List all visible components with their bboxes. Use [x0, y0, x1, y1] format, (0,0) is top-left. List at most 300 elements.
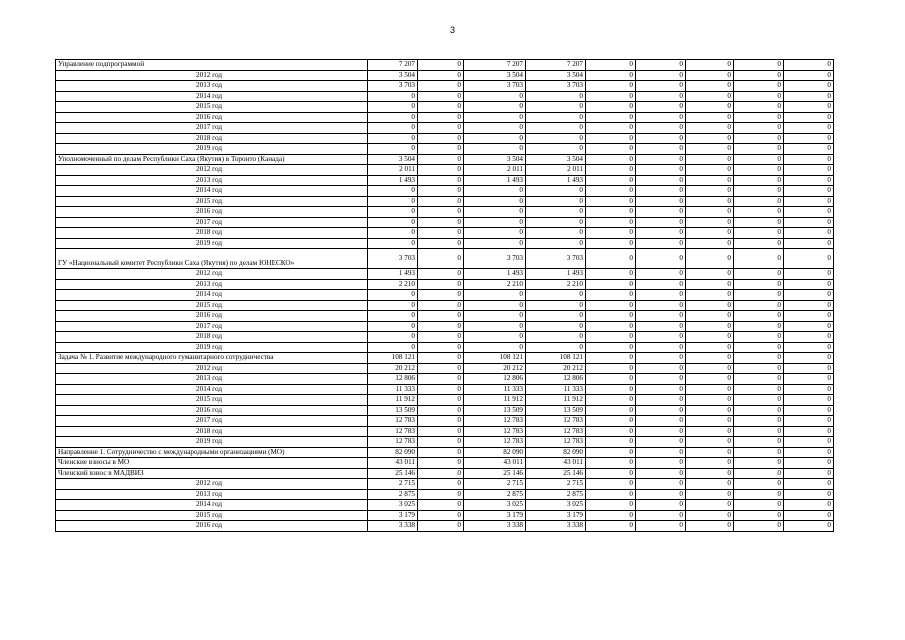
value-cell: 0 [636, 416, 686, 427]
value-cell: 0 [586, 70, 636, 81]
value-cell: 0 [418, 321, 464, 332]
value-cell: 0 [368, 123, 418, 134]
budget-table [55, 59, 834, 532]
value-cell: 0 [784, 447, 834, 458]
value-cell: 0 [734, 332, 784, 343]
value-cell: 0 [418, 196, 464, 207]
row-label: 2018 год [56, 228, 368, 239]
value-cell: 0 [784, 479, 834, 490]
row-label: 2019 год [56, 437, 368, 448]
value-cell: 0 [418, 154, 464, 165]
value-cell: 0 [526, 332, 586, 343]
value-cell: 0 [734, 112, 784, 123]
value-cell: 0 [586, 196, 636, 207]
value-cell: 0 [464, 112, 526, 123]
value-cell: 0 [586, 207, 636, 218]
value-cell: 7 207 [526, 60, 586, 71]
value-cell: 0 [734, 123, 784, 134]
value-cell: 0 [686, 207, 734, 218]
value-cell: 0 [686, 405, 734, 416]
value-cell: 1 493 [464, 269, 526, 280]
table-row [56, 510, 834, 521]
value-cell: 0 [418, 384, 464, 395]
row-label: 2012 год [56, 70, 368, 81]
value-cell: 0 [784, 458, 834, 469]
value-cell: 0 [734, 342, 784, 353]
value-cell: 0 [418, 500, 464, 511]
value-cell: 3 703 [464, 249, 526, 269]
value-cell: 0 [418, 175, 464, 186]
table-row [56, 144, 834, 155]
table-row [56, 363, 834, 374]
value-cell: 1 493 [464, 175, 526, 186]
table-row [56, 249, 834, 269]
value-cell: 0 [586, 363, 636, 374]
value-cell: 0 [734, 154, 784, 165]
value-cell: 20 212 [526, 363, 586, 374]
value-cell: 0 [418, 238, 464, 249]
value-cell: 108 121 [368, 353, 418, 364]
table-row [56, 405, 834, 416]
value-cell: 0 [636, 426, 686, 437]
row-label: Задача № 1. Развитие международного гуманитарного сотрудничества [56, 353, 368, 364]
value-cell: 0 [418, 437, 464, 448]
value-cell: 0 [464, 196, 526, 207]
table-row [56, 500, 834, 511]
value-cell: 0 [734, 102, 784, 113]
value-cell: 0 [784, 165, 834, 176]
value-cell: 0 [636, 447, 686, 458]
value-cell: 0 [368, 342, 418, 353]
value-cell: 0 [636, 395, 686, 406]
value-cell: 0 [636, 311, 686, 322]
value-cell: 0 [686, 165, 734, 176]
value-cell: 0 [636, 238, 686, 249]
value-cell: 0 [418, 123, 464, 134]
value-cell: 0 [686, 395, 734, 406]
row-label: 2013 год [56, 374, 368, 385]
value-cell: 0 [686, 228, 734, 239]
value-cell: 0 [586, 426, 636, 437]
table-row [56, 332, 834, 343]
value-cell: 1 493 [368, 269, 418, 280]
value-cell: 0 [784, 510, 834, 521]
value-cell: 0 [418, 279, 464, 290]
table-row [56, 102, 834, 113]
table-row [56, 154, 834, 165]
value-cell: 0 [734, 311, 784, 322]
value-cell: 0 [784, 489, 834, 500]
value-cell: 0 [784, 342, 834, 353]
value-cell: 0 [586, 468, 636, 479]
value-cell: 0 [368, 144, 418, 155]
value-cell: 0 [464, 102, 526, 113]
value-cell: 0 [418, 60, 464, 71]
value-cell: 0 [526, 112, 586, 123]
row-label: 2012 год [56, 165, 368, 176]
row-label: ГУ «Национальный комитет Республики Саха (Якутия) по делам ЮНЕСКО» [56, 249, 368, 269]
value-cell: 0 [686, 510, 734, 521]
value-cell: 0 [586, 154, 636, 165]
row-label: 2012 год [56, 363, 368, 374]
value-cell: 0 [586, 133, 636, 144]
value-cell: 0 [686, 123, 734, 134]
value-cell: 3 025 [368, 500, 418, 511]
value-cell: 0 [586, 123, 636, 134]
value-cell: 0 [636, 217, 686, 228]
row-label: 2019 год [56, 144, 368, 155]
value-cell: 11 912 [526, 395, 586, 406]
value-cell: 0 [418, 186, 464, 197]
value-cell: 0 [586, 374, 636, 385]
table-row [56, 374, 834, 385]
value-cell: 0 [418, 269, 464, 280]
value-cell: 0 [586, 144, 636, 155]
value-cell: 0 [686, 437, 734, 448]
value-cell: 0 [418, 479, 464, 490]
value-cell: 0 [734, 300, 784, 311]
value-cell: 13 509 [368, 405, 418, 416]
value-cell: 0 [368, 311, 418, 322]
value-cell: 3 179 [526, 510, 586, 521]
row-label: 2016 год [56, 521, 368, 532]
value-cell: 0 [734, 500, 784, 511]
value-cell: 3 504 [368, 154, 418, 165]
value-cell: 0 [734, 217, 784, 228]
value-cell: 2 875 [368, 489, 418, 500]
row-label: 2015 год [56, 395, 368, 406]
value-cell: 0 [686, 363, 734, 374]
value-cell: 0 [586, 165, 636, 176]
value-cell: 0 [734, 165, 784, 176]
value-cell: 13 509 [526, 405, 586, 416]
value-cell: 0 [586, 500, 636, 511]
value-cell: 0 [418, 207, 464, 218]
row-label: Уполномоченный по делам Республики Саха (Якутия) в Торонто (Канада) [56, 154, 368, 165]
value-cell: 0 [586, 186, 636, 197]
value-cell: 3 703 [526, 249, 586, 269]
value-cell: 0 [734, 81, 784, 92]
row-label: 2017 год [56, 217, 368, 228]
value-cell: 0 [418, 458, 464, 469]
row-label: 2015 год [56, 510, 368, 521]
value-cell: 0 [586, 447, 636, 458]
value-cell: 0 [784, 60, 834, 71]
value-cell: 0 [636, 175, 686, 186]
value-cell: 12 806 [526, 374, 586, 385]
value-cell: 11 912 [464, 395, 526, 406]
value-cell: 2 011 [368, 165, 418, 176]
value-cell: 0 [418, 447, 464, 458]
value-cell: 25 146 [368, 468, 418, 479]
value-cell: 0 [686, 479, 734, 490]
value-cell: 0 [464, 290, 526, 301]
value-cell: 1 493 [526, 269, 586, 280]
value-cell: 0 [734, 269, 784, 280]
value-cell: 0 [784, 332, 834, 343]
value-cell: 0 [418, 521, 464, 532]
value-cell: 0 [418, 353, 464, 364]
value-cell: 0 [464, 133, 526, 144]
value-cell: 0 [418, 426, 464, 437]
value-cell: 0 [368, 196, 418, 207]
value-cell: 0 [686, 521, 734, 532]
value-cell: 0 [734, 207, 784, 218]
value-cell: 0 [636, 207, 686, 218]
value-cell: 0 [636, 468, 686, 479]
value-cell: 0 [784, 81, 834, 92]
value-cell: 0 [686, 144, 734, 155]
value-cell: 0 [784, 290, 834, 301]
value-cell: 2 011 [526, 165, 586, 176]
table-row [56, 395, 834, 406]
value-cell: 0 [686, 112, 734, 123]
row-label: 2015 год [56, 196, 368, 207]
value-cell: 0 [636, 374, 686, 385]
value-cell: 0 [636, 332, 686, 343]
value-cell: 0 [734, 228, 784, 239]
value-cell: 1 493 [526, 175, 586, 186]
value-cell: 0 [586, 269, 636, 280]
value-cell: 3 504 [464, 154, 526, 165]
value-cell: 0 [526, 300, 586, 311]
value-cell: 0 [734, 279, 784, 290]
value-cell: 0 [418, 217, 464, 228]
value-cell: 0 [418, 510, 464, 521]
value-cell: 11 333 [368, 384, 418, 395]
value-cell: 0 [784, 112, 834, 123]
value-cell: 12 783 [526, 437, 586, 448]
value-cell: 0 [368, 228, 418, 239]
row-label: 2014 год [56, 384, 368, 395]
value-cell: 0 [526, 342, 586, 353]
value-cell: 2 875 [464, 489, 526, 500]
value-cell: 0 [526, 207, 586, 218]
value-cell: 0 [636, 405, 686, 416]
value-cell: 0 [418, 249, 464, 269]
value-cell: 0 [526, 196, 586, 207]
table-row [56, 60, 834, 71]
value-cell: 0 [636, 500, 686, 511]
value-cell: 0 [686, 70, 734, 81]
value-cell: 0 [636, 81, 686, 92]
value-cell: 0 [586, 91, 636, 102]
row-label: Управление подпрограммой [56, 60, 368, 71]
row-label: 2014 год [56, 91, 368, 102]
row-label: 2019 год [56, 342, 368, 353]
value-cell: 12 783 [368, 416, 418, 427]
value-cell: 2 715 [526, 479, 586, 490]
value-cell: 0 [418, 468, 464, 479]
value-cell: 108 121 [526, 353, 586, 364]
value-cell: 0 [586, 395, 636, 406]
value-cell: 0 [784, 300, 834, 311]
value-cell: 0 [526, 186, 586, 197]
value-cell: 0 [526, 238, 586, 249]
value-cell: 3 504 [464, 70, 526, 81]
value-cell: 43 011 [526, 458, 586, 469]
row-label: 2012 год [56, 479, 368, 490]
value-cell: 82 090 [526, 447, 586, 458]
value-cell: 0 [636, 165, 686, 176]
value-cell: 0 [784, 363, 834, 374]
value-cell: 0 [734, 468, 784, 479]
value-cell: 0 [586, 332, 636, 343]
value-cell: 0 [586, 81, 636, 92]
value-cell: 3 025 [526, 500, 586, 511]
value-cell: 12 783 [464, 437, 526, 448]
value-cell: 0 [464, 228, 526, 239]
row-label: Членские взносы в МО [56, 458, 368, 469]
value-cell: 0 [368, 91, 418, 102]
value-cell: 0 [418, 133, 464, 144]
value-cell: 0 [526, 217, 586, 228]
value-cell: 0 [734, 133, 784, 144]
value-cell: 0 [784, 500, 834, 511]
value-cell: 3 703 [464, 81, 526, 92]
table-row [56, 133, 834, 144]
value-cell: 12 783 [368, 437, 418, 448]
row-label: 2014 год [56, 290, 368, 301]
value-cell: 0 [418, 489, 464, 500]
value-cell: 0 [418, 165, 464, 176]
value-cell: 0 [686, 290, 734, 301]
value-cell: 0 [686, 342, 734, 353]
row-label: 2014 год [56, 186, 368, 197]
value-cell: 0 [734, 91, 784, 102]
value-cell: 0 [734, 437, 784, 448]
row-label: 2015 год [56, 102, 368, 113]
value-cell: 0 [636, 186, 686, 197]
value-cell: 0 [734, 489, 784, 500]
value-cell: 0 [418, 81, 464, 92]
value-cell: 2 210 [368, 279, 418, 290]
value-cell: 12 783 [526, 416, 586, 427]
value-cell: 0 [734, 521, 784, 532]
value-cell: 0 [784, 133, 834, 144]
value-cell: 0 [586, 290, 636, 301]
value-cell: 0 [464, 91, 526, 102]
value-cell: 0 [686, 468, 734, 479]
value-cell: 0 [734, 238, 784, 249]
value-cell: 0 [784, 521, 834, 532]
value-cell: 11 333 [526, 384, 586, 395]
value-cell: 0 [636, 70, 686, 81]
value-cell: 0 [636, 290, 686, 301]
value-cell: 20 212 [368, 363, 418, 374]
value-cell: 0 [586, 342, 636, 353]
value-cell: 0 [464, 207, 526, 218]
value-cell: 0 [686, 196, 734, 207]
value-cell: 0 [586, 300, 636, 311]
value-cell: 0 [464, 238, 526, 249]
value-cell: 0 [418, 395, 464, 406]
value-cell: 0 [686, 133, 734, 144]
value-cell: 0 [368, 217, 418, 228]
table-row [56, 228, 834, 239]
value-cell: 0 [784, 353, 834, 364]
value-cell: 0 [368, 102, 418, 113]
value-cell: 0 [418, 374, 464, 385]
row-label: 2016 год [56, 311, 368, 322]
table-row [56, 468, 834, 479]
value-cell: 0 [734, 70, 784, 81]
value-cell: 0 [586, 102, 636, 113]
value-cell: 0 [368, 321, 418, 332]
value-cell: 0 [784, 311, 834, 322]
value-cell: 108 121 [464, 353, 526, 364]
value-cell: 12 806 [368, 374, 418, 385]
value-cell: 0 [784, 91, 834, 102]
value-cell: 0 [784, 269, 834, 280]
table-row [56, 207, 834, 218]
value-cell: 7 207 [464, 60, 526, 71]
value-cell: 0 [636, 479, 686, 490]
value-cell: 0 [418, 416, 464, 427]
value-cell: 0 [686, 447, 734, 458]
value-cell: 0 [734, 384, 784, 395]
value-cell: 0 [636, 91, 686, 102]
value-cell: 0 [784, 175, 834, 186]
value-cell: 0 [686, 102, 734, 113]
value-cell: 0 [784, 70, 834, 81]
value-cell: 0 [586, 479, 636, 490]
row-label: 2013 год [56, 175, 368, 186]
value-cell: 0 [734, 395, 784, 406]
table-row [56, 81, 834, 92]
value-cell: 0 [734, 144, 784, 155]
value-cell: 0 [734, 416, 784, 427]
row-label: 2012 год [56, 269, 368, 280]
value-cell: 82 090 [464, 447, 526, 458]
value-cell: 0 [418, 311, 464, 322]
value-cell: 0 [686, 175, 734, 186]
value-cell: 0 [368, 133, 418, 144]
value-cell: 7 207 [368, 60, 418, 71]
row-label: 2017 год [56, 321, 368, 332]
value-cell: 0 [586, 175, 636, 186]
value-cell: 0 [418, 228, 464, 239]
value-cell: 0 [734, 363, 784, 374]
value-cell: 0 [418, 290, 464, 301]
value-cell: 0 [586, 112, 636, 123]
value-cell: 0 [686, 269, 734, 280]
value-cell: 0 [418, 70, 464, 81]
value-cell: 0 [368, 238, 418, 249]
value-cell: 0 [636, 249, 686, 269]
value-cell: 0 [734, 479, 784, 490]
table-row [56, 269, 834, 280]
value-cell: 0 [636, 196, 686, 207]
value-cell: 0 [686, 91, 734, 102]
value-cell: 0 [586, 228, 636, 239]
value-cell: 0 [636, 521, 686, 532]
value-cell: 0 [586, 416, 636, 427]
value-cell: 0 [418, 405, 464, 416]
value-cell: 0 [734, 60, 784, 71]
value-cell: 2 715 [368, 479, 418, 490]
value-cell: 3 179 [368, 510, 418, 521]
table-row [56, 384, 834, 395]
value-cell: 0 [686, 426, 734, 437]
value-cell: 43 011 [368, 458, 418, 469]
value-cell: 0 [784, 249, 834, 269]
value-cell: 12 783 [526, 426, 586, 437]
table-row [56, 186, 834, 197]
value-cell: 0 [734, 426, 784, 437]
value-cell: 0 [784, 102, 834, 113]
table-row [56, 479, 834, 490]
